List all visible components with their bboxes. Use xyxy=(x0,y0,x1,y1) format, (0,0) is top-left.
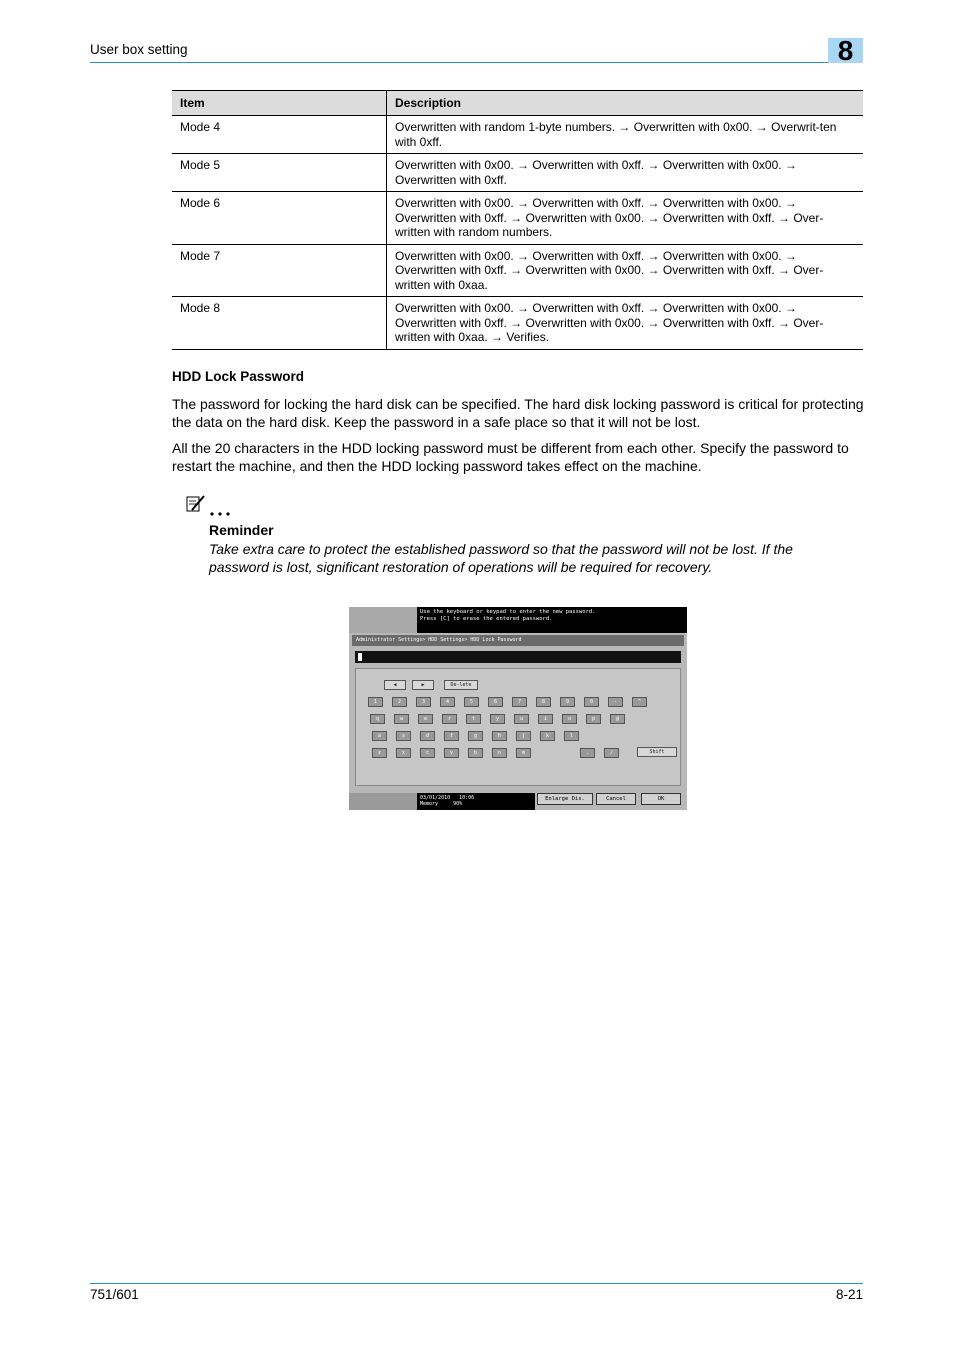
instruction-message: Use the keyboard or keypad to enter the new password. Press [C] to erase the entered password. xyxy=(417,607,687,633)
reminder-label: Reminder xyxy=(209,522,274,538)
section-heading: HDD Lock Password xyxy=(172,369,305,384)
pencil-note-icon xyxy=(184,494,234,518)
table-row xyxy=(172,297,863,350)
reminder-text: Take extra care to protect the established password so that the password will not be lost. If the password is lost, significant restoration of operations will be required for recovery. xyxy=(209,541,793,575)
paragraph: The password for locking the hard disk can be specified. The hard disk locking password is critical for protecting the data on the hard disk. Keep the password in a safe place so that it will not be lost. xyxy=(172,396,864,430)
table-row xyxy=(172,154,863,192)
status-bar xyxy=(417,793,535,810)
key-o[interactable]: o xyxy=(562,714,577,724)
key-y[interactable]: y xyxy=(490,714,505,724)
key-x[interactable]: x xyxy=(396,748,411,758)
key--[interactable]: - xyxy=(608,697,623,707)
key-g[interactable]: g xyxy=(468,731,483,741)
breadcrumb: Administrator Settings> HDD Settings> HDD Lock Password xyxy=(352,635,684,646)
table-header-item: Item xyxy=(172,91,387,116)
table-header-description: Description xyxy=(387,91,864,116)
table-cell-description: Overwritten with 0x00. → Overwritten with 0xff. → Overwritten with 0x00. → Overwritten with 0xff. → Overwritten with 0x00. → Overwritten with 0xff. → Over-written with 0xaa. xyxy=(387,244,864,297)
footer-model: 751/601 xyxy=(90,1287,139,1302)
overwrite-mode-table xyxy=(172,90,863,350)
key-c[interactable]: c xyxy=(420,748,435,758)
password-input[interactable] xyxy=(355,651,681,663)
key-n[interactable]: n xyxy=(492,748,507,758)
on-screen-keyboard xyxy=(355,668,681,786)
key-0[interactable]: 0 xyxy=(584,697,599,707)
text-cursor xyxy=(358,653,362,661)
table-cell-description: Overwritten with 0x00. → Overwritten with 0xff. → Overwritten with 0x00. → Overwritten with 0xff. → Overwritten with 0x00. → Overwritten with 0xff. → Over-written with 0xaa. → Verifies. xyxy=(387,297,864,350)
key-.[interactable]: . xyxy=(580,748,595,758)
status-memory-value: 90% xyxy=(453,801,463,807)
header-rule xyxy=(90,62,863,63)
key-8[interactable]: 8 xyxy=(536,697,551,707)
key-6[interactable]: 6 xyxy=(488,697,503,707)
key-m[interactable]: m xyxy=(516,748,531,758)
key-5[interactable]: 5 xyxy=(464,697,479,707)
table-row xyxy=(172,192,863,245)
key-@[interactable]: @ xyxy=(610,714,625,724)
key-e[interactable]: e xyxy=(418,714,433,724)
table-header-row xyxy=(172,91,863,116)
key-h[interactable]: h xyxy=(492,731,507,741)
key-^[interactable]: ^ xyxy=(632,697,647,707)
status-memory-label: Memory xyxy=(420,801,439,807)
key-z[interactable]: z xyxy=(372,748,387,758)
chapter-number: 8 xyxy=(837,35,854,66)
table-cell-item: Mode 6 xyxy=(172,192,387,245)
key-w[interactable]: w xyxy=(394,714,409,724)
key-s[interactable]: s xyxy=(396,731,411,741)
key-l[interactable]: l xyxy=(564,731,579,741)
table-row xyxy=(172,244,863,297)
table-row xyxy=(172,116,863,154)
key-1[interactable]: 1 xyxy=(368,697,383,707)
key-4[interactable]: 4 xyxy=(440,697,455,707)
ok-button[interactable]: OK xyxy=(641,793,681,805)
key-q[interactable]: q xyxy=(370,714,385,724)
delete-button[interactable]: De-lete xyxy=(444,680,478,690)
key-d[interactable]: d xyxy=(420,731,435,741)
key-v[interactable]: v xyxy=(444,748,459,758)
enlarge-display-button[interactable]: Enlarge Dis. xyxy=(537,793,593,805)
status-time: 10:06 xyxy=(459,795,475,801)
footer-rule xyxy=(90,1283,863,1284)
table-cell-item: Mode 4 xyxy=(172,116,387,154)
key-r[interactable]: r xyxy=(442,714,457,724)
shift-button[interactable]: Shift xyxy=(637,747,677,757)
key-a[interactable]: a xyxy=(372,731,387,741)
paragraph: All the 20 characters in the HDD locking password must be different from each other. Specify the password to restart the machine, and then the HDD locking password takes effect on the machine. xyxy=(172,440,849,474)
key-j[interactable]: j xyxy=(516,731,531,741)
key-k[interactable]: k xyxy=(540,731,555,741)
table-cell-item: Mode 5 xyxy=(172,154,387,192)
page-number: 8-21 xyxy=(835,1287,863,1302)
table-cell-description: Overwritten with 0x00. → Overwritten with 0xff. → Overwritten with 0x00. → Overwritten with 0xff. → Overwritten with 0x00. → Overwritten with 0xff. → Over-written with random numbers. xyxy=(387,192,864,245)
header-title: User box setting xyxy=(90,42,188,57)
right-arrow-icon[interactable]: ▶ xyxy=(412,680,434,690)
key-7[interactable]: 7 xyxy=(512,697,527,707)
key-f[interactable]: f xyxy=(444,731,459,741)
key-3[interactable]: 3 xyxy=(416,697,431,707)
status-date: 03/01/2010 xyxy=(420,795,451,801)
table-cell-description: Overwritten with 0x00. → Overwritten with 0xff. → Overwritten with 0x00. → Overwritten with 0xff. xyxy=(387,154,864,192)
key-9[interactable]: 9 xyxy=(560,697,575,707)
key-i[interactable]: i xyxy=(538,714,553,724)
hdd-lock-password-screenshot xyxy=(349,607,687,810)
key-p[interactable]: p xyxy=(586,714,601,724)
table-cell-item: Mode 8 xyxy=(172,297,387,350)
key-t[interactable]: t xyxy=(466,714,481,724)
left-arrow-icon[interactable]: ◀ xyxy=(384,680,406,690)
key-u[interactable]: u xyxy=(514,714,529,724)
table-cell-item: Mode 7 xyxy=(172,244,387,297)
table-cell-description: Overwritten with random 1-byte numbers. → Overwritten with 0x00. → Overwrit-ten with 0xff. xyxy=(387,116,864,154)
cancel-button[interactable]: Cancel xyxy=(596,793,636,805)
key-/[interactable]: / xyxy=(604,748,619,758)
key-2[interactable]: 2 xyxy=(392,697,407,707)
key-b[interactable]: b xyxy=(468,748,483,758)
